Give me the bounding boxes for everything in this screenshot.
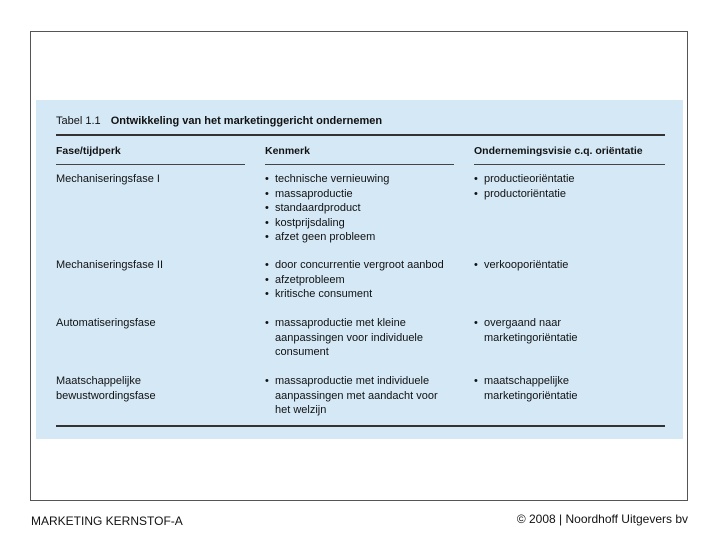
- visie-list: [474, 258, 568, 273]
- kenmerk-item: • door concurrentie vergroot aanbod: [265, 258, 444, 273]
- column-header-fase: Fase/tijdperk: [56, 145, 121, 157]
- footer-course-title: MARKETING KERNSTOF-A: [31, 514, 183, 528]
- kenmerk-item: • afzet geen probleem: [265, 230, 389, 245]
- kenmerk-list: [265, 258, 444, 302]
- kenmerk-item: • afzetprobleem: [265, 273, 444, 288]
- visie-item: • verkooporiëntatie: [474, 258, 568, 273]
- row-phase-label: Mechaniseringsfase I: [56, 173, 160, 185]
- visie-list: [474, 172, 575, 201]
- visie-item: • maatschappelijke marketingoriëntatie: [474, 374, 578, 403]
- kenmerk-item: • standaardproduct: [265, 201, 389, 216]
- column-header-visie: Ondernemingsvisie c.q. oriëntatie: [474, 145, 643, 157]
- visie-item: • productoriëntatie: [474, 187, 575, 202]
- table-title: Ontwikkeling van het marketinggericht ondernemen: [110, 115, 383, 127]
- column-header-rule: [56, 164, 245, 165]
- table-panel: [36, 100, 683, 439]
- kenmerk-list: [265, 172, 389, 245]
- footer-copyright: © 2008 | Noordhoff Uitgevers bv: [516, 512, 688, 526]
- table-bottom-rule: [56, 425, 665, 427]
- visie-item: • overgaand naar marketingoriëntatie: [474, 316, 578, 345]
- row-phase-label: Mechaniseringsfase II: [56, 259, 163, 271]
- table-caption: [56, 115, 382, 127]
- kenmerk-item: • kritische consument: [265, 287, 444, 302]
- visie-item: • productieoriëntatie: [474, 172, 575, 187]
- kenmerk-list: [265, 316, 423, 360]
- kenmerk-list: [265, 374, 438, 418]
- table-number: Tabel 1.1: [56, 115, 101, 127]
- column-header-rule: [265, 164, 454, 165]
- column-header-kenmerk: Kenmerk: [265, 145, 310, 157]
- kenmerk-item: • massaproductie met kleine aanpassingen voor individuele consument: [265, 316, 423, 360]
- visie-list: [474, 316, 578, 345]
- kenmerk-item: • massaproductie: [265, 187, 389, 202]
- column-header-rule: [474, 164, 665, 165]
- kenmerk-item: • massaproductie met individuele aanpassingen met aandacht voor het welzijn: [265, 374, 438, 418]
- visie-list: [474, 374, 578, 403]
- kenmerk-item: • technische vernieuwing: [265, 172, 389, 187]
- row-phase-label: Maatschappelijke bewustwordingsfase: [56, 375, 156, 402]
- table-top-rule: [56, 134, 665, 136]
- kenmerk-item: • kostprijsdaling: [265, 216, 389, 231]
- row-phase-label: Automatiseringsfase: [56, 317, 156, 329]
